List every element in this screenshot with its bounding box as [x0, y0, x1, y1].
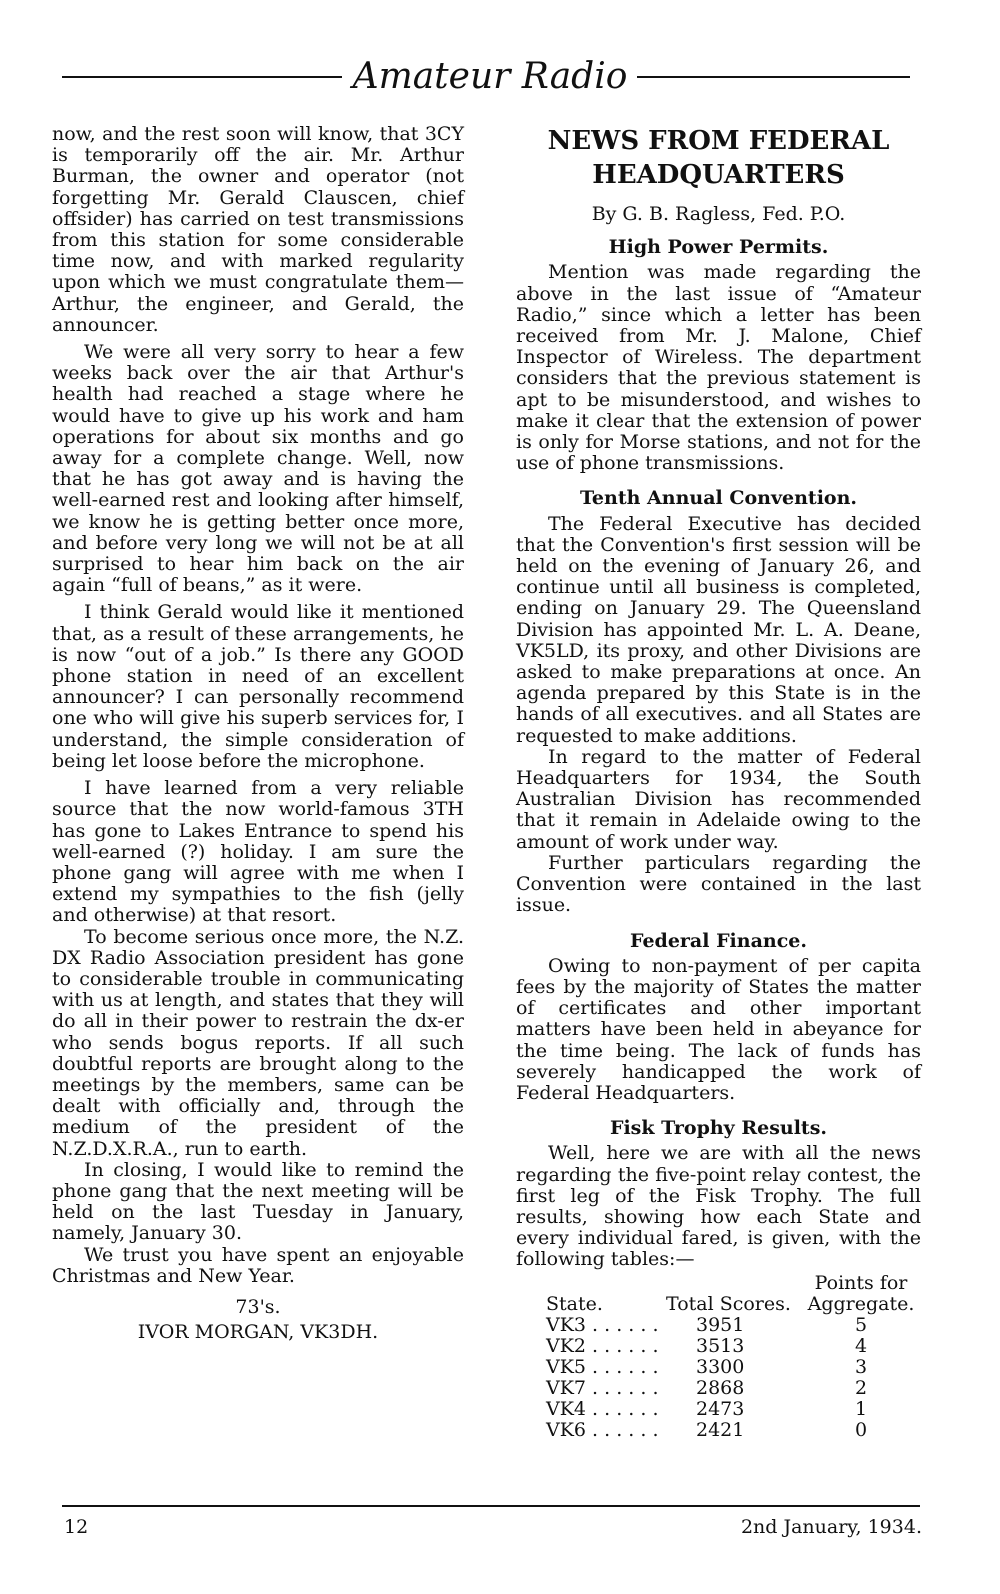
table-header-row	[516, 1294, 921, 1315]
cell-points: 3	[854, 1355, 868, 1378]
signature: IVOR MORGAN, VK3DH.	[137, 1321, 379, 1344]
section-heading: Fisk Trophy Results.	[609, 1117, 828, 1140]
section-heading: High Power Permits.	[608, 236, 829, 259]
masthead	[62, 54, 910, 100]
left-column	[52, 124, 464, 1343]
cell-state: VK3 . . . . . .	[546, 1313, 659, 1336]
sign-off: 73's.	[235, 1295, 281, 1318]
issue-date: 2nd January, 1934.	[740, 1516, 922, 1538]
paragraph: Further particulars regarding the Convention were contained in the last issue.	[516, 851, 921, 917]
cell-score: 2868	[696, 1376, 745, 1399]
cell-points: 5	[854, 1313, 868, 1336]
article-title: NEWS FROM FEDERAL HEADQUARTERS	[547, 126, 890, 190]
fisk-trophy-table	[516, 1273, 921, 1441]
paragraph: Well, here we are with all the news regarding the five-point relay contest, the first leg of the Fisk Trophy. The full results, showing how each State and every individual fared, is given, with the following tables:—	[516, 1142, 921, 1271]
paragraph: I think Gerald would like it mentioned that, as a result of these arrangements, he is now “out of a job.” Is there any GOOD phone station in need of an excellent announcer? I can personally recommend one who will give his superb services for, I understand, the simple consideration of being let loose before the microphone.	[52, 601, 464, 772]
paragraph: The Federal Executive has decided that the Convention's first session will be held on the evening of January 26, and continue until all business is completed, ending on January 29. The Queensland Division has appointed Mr. L. A. Deane, VK5LD, its proxy, and other Divisions are asked to make preparations at once. An agenda prepared by this State is in the hands of all executives. and all States are requested to make additions.	[516, 512, 921, 747]
table-row	[516, 1378, 921, 1399]
paragraph: To become serious once more, the N.Z. DX Radio Association president has gone to considerable trouble in communicating with us at length, and states that they will do all in their power to restrain the dx-er who sends bogus reports. If all such doubtful reports are brought along to the meetings by the members, same can be dealt with officially and, through the medium of the president of the N.Z.D.X.R.A., run to earth.	[52, 925, 464, 1160]
paragraph: We trust you have spent an enjoyable Christmas and New Year.	[52, 1243, 464, 1287]
header-state: State.	[546, 1292, 603, 1315]
paragraph: Mention was made regarding the above in the last issue of “Amateur Radio,” since which a letter has been received from Mr. J. Malone, Chief Inspector of Wireless. The department considers that the previous statement is apt to be misunderstood, and wishes to make it clear that the extension of power is only for Morse stations, and not for the use of phone transmissions.	[516, 261, 921, 475]
table-row	[516, 1315, 921, 1336]
paragraph: In regard to the matter of Federal Headquarters for 1934, the South Australian Division has recommended that it remain in Adelaide owing to the amount of work under way.	[516, 745, 921, 853]
masthead-rule-right	[637, 76, 910, 78]
cell-score: 2421	[696, 1418, 745, 1441]
paragraph: We were all very sorry to hear a few weeks back over the air that Arthur's health had reached a stage where he would have to give up his work and ham operations for about six months and go away for a complete change. Well, now that he has got away and is having the well-earned rest and looking after himself, we know he is getting better once more, and before very long we will not be at all surprised to hear him back on the air again “full of beans,” as it were.	[52, 341, 464, 597]
section-heading: Tenth Annual Convention.	[579, 487, 858, 510]
masthead-rule-left	[62, 76, 342, 78]
cell-score: 3513	[696, 1334, 745, 1357]
table-row	[516, 1420, 921, 1441]
table-row	[516, 1336, 921, 1357]
header-points-line2: Aggregate.	[807, 1292, 915, 1315]
cell-points: 0	[854, 1418, 868, 1441]
table-header-row	[516, 1273, 921, 1294]
section-heading: Federal Finance.	[630, 929, 807, 952]
cell-state: VK5 . . . . . .	[546, 1355, 659, 1378]
cell-state: VK4 . . . . . .	[546, 1397, 659, 1420]
footer-rule	[62, 1505, 920, 1507]
paragraph: I have learned from a very reliable source that the now world-famous 3TH has gone to Lakes Entrance to spend his well-earned (?) holiday. I am sure the phone gang will agree with me when I extend my sympathies to the fish (jelly and otherwise) at that resort.	[52, 777, 464, 927]
cell-points: 4	[854, 1334, 868, 1357]
cell-score: 2473	[696, 1397, 745, 1420]
byline: By G. B. Ragless, Fed. P.O.	[591, 203, 846, 225]
masthead-title: Amateur Radio	[352, 56, 628, 97]
paragraph: now, and the rest soon will know, that 3CY is temporarily off the air. Mr. Arthur Burman, the owner and operator (not forgetting Mr. Gerald Clauscen, chief offsider) has carried on test transmissions from this station for some considerable time now, and with marked regularity upon which we must congratulate them—Arthur, the engineer, and Gerald, the announcer.	[52, 123, 464, 336]
table-row	[516, 1399, 921, 1420]
right-column	[516, 124, 921, 1441]
cell-state: VK2 . . . . . .	[546, 1334, 659, 1357]
page-number: 12	[64, 1516, 89, 1538]
header-points-line1: Points for	[814, 1271, 908, 1294]
cell-points: 2	[854, 1376, 868, 1399]
cell-points: 1	[854, 1397, 868, 1420]
table-row	[516, 1357, 921, 1378]
header-total-scores: Total Scores.	[666, 1292, 791, 1315]
cell-state: VK6 . . . . . .	[546, 1418, 659, 1441]
cell-score: 3951	[696, 1313, 745, 1336]
paragraph: In closing, I would like to remind the phone gang that the next meeting will be held on the last Tuesday in January, namely, January 30.	[52, 1158, 464, 1245]
paragraph: Owing to non-payment of per capita fees by the majority of States the matter of certificates and other important matters have been held in abeyance for the time being. The lack of funds has severely handicapped the work of Federal Headquarters.	[516, 954, 921, 1104]
cell-score: 3300	[696, 1355, 745, 1378]
cell-state: VK7 . . . . . .	[546, 1376, 659, 1399]
